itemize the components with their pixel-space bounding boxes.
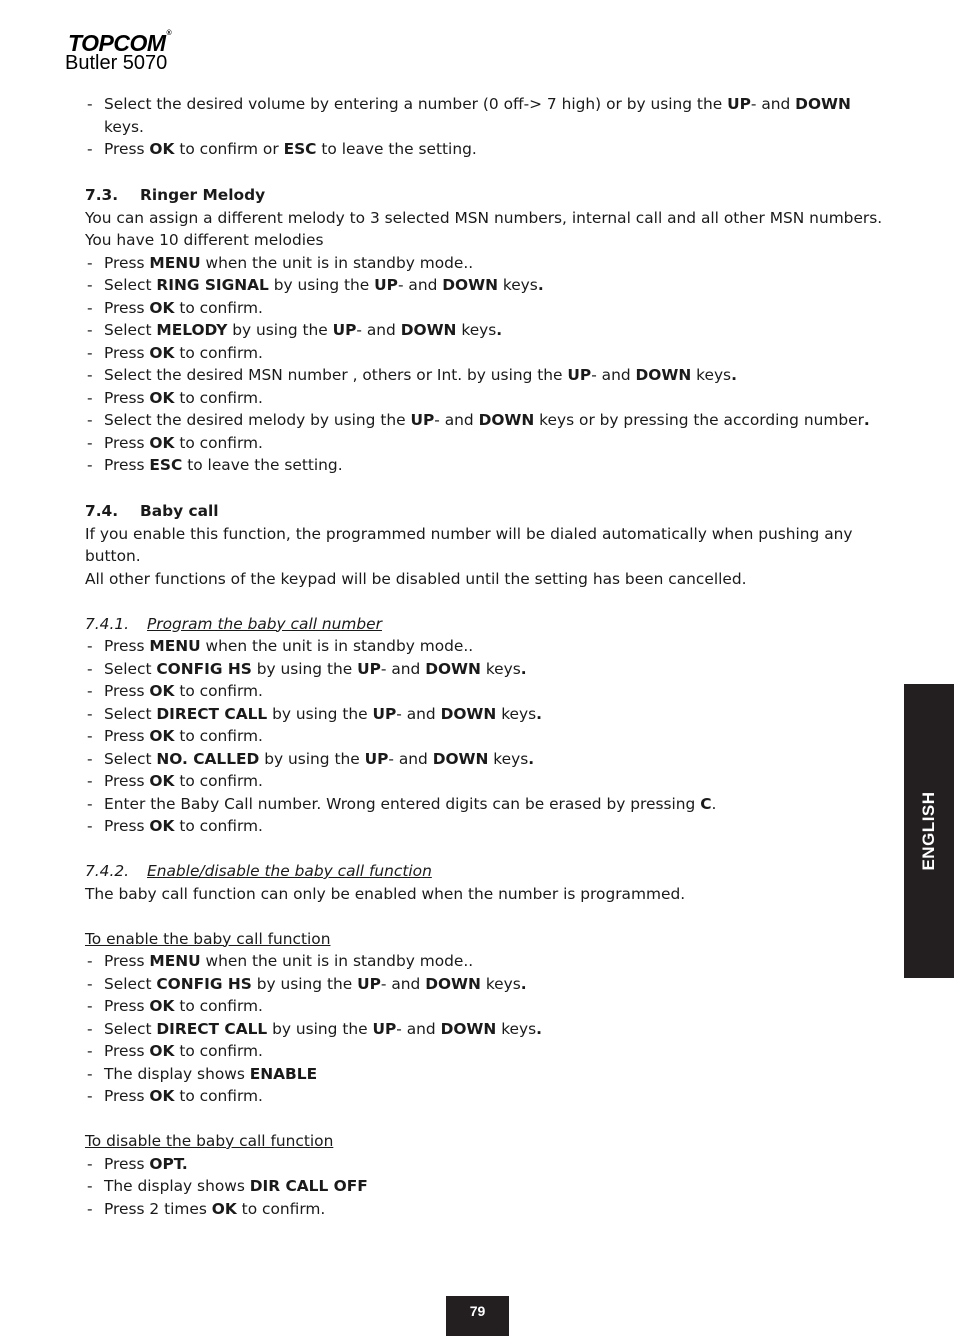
step-item: - Select CONFIG HS by using the UP- and DOWN keys. xyxy=(85,658,890,681)
step-item: - Press OK to confirm. xyxy=(85,1040,890,1063)
volume-steps xyxy=(85,93,890,161)
manual-content xyxy=(85,93,890,1220)
page-number: 79 xyxy=(446,1296,509,1336)
step-item: - Press OK to confirm. xyxy=(85,342,890,365)
paragraph: The baby call function can only be enabled when the number is programmed. xyxy=(85,884,686,903)
sub-heading-enable: To enable the baby call function xyxy=(85,929,331,948)
sub-heading-disable: To disable the baby call function xyxy=(85,1132,334,1150)
step-item: - Select the desired MSN number , others or Int. by using the UP- and DOWN keys. xyxy=(85,364,890,387)
step-item: - Press ESC to leave the setting. xyxy=(85,454,890,477)
model-name: Butler 5070 xyxy=(65,52,168,74)
step-item: - Press OK to confirm. xyxy=(85,1085,890,1108)
section-heading: 7.3. Ringer Melody xyxy=(85,186,266,204)
step-item: - Select DIRECT CALL by using the UP- and DOWN keys. xyxy=(85,703,890,726)
step-item: - Press 2 times OK to confirm. xyxy=(85,1198,890,1221)
brand-logo: TOPCOM® xyxy=(68,30,172,56)
step-item: - Press OK to confirm. xyxy=(85,770,890,793)
paragraph: You have 10 different melodies xyxy=(85,231,324,249)
step-item: - Press OPT. xyxy=(85,1153,890,1176)
step-item: - Select NO. CALLED by using the UP- and DOWN keys. xyxy=(85,748,890,771)
step-item: - Select the desired volume by entering a number (0 off-> 7 high) or by using the UP- and DOWN keys. xyxy=(85,93,890,138)
step-item: - The display shows DIR CALL OFF xyxy=(85,1175,890,1198)
ringer-steps xyxy=(85,252,890,477)
step-item: - Select CONFIG HS by using the UP- and DOWN keys. xyxy=(85,973,890,996)
step-item: - Press OK to confirm. xyxy=(85,297,890,320)
paragraph: If you enable this function, the programmed number will be dialed automatically when pushing any button. xyxy=(85,524,853,565)
paragraph: All other functions of the keypad will be disabled until the setting has been cancelled. xyxy=(85,569,747,588)
step-item: - Select MELODY by using the UP- and DOWN keys. xyxy=(85,319,890,342)
step-item: - Press MENU when the unit is in standby mode.. xyxy=(85,252,890,275)
step-item: - Press OK to confirm. xyxy=(85,432,890,455)
step-item: - Press OK to confirm. xyxy=(85,387,890,410)
step-item: - Select the desired melody by using the UP- and DOWN keys or by pressing the according number. xyxy=(85,409,890,432)
step-item: - Press MENU when the unit is in standby mode.. xyxy=(85,950,890,973)
step-item: - Press OK to confirm. xyxy=(85,680,890,703)
step-item: - Press OK to confirm. xyxy=(85,995,890,1018)
step-item: - Enter the Baby Call number. Wrong entered digits can be erased by pressing C. xyxy=(85,793,890,816)
step-item: - Select DIRECT CALL by using the UP- and DOWN keys. xyxy=(85,1018,890,1041)
subsection-heading: 7.4.2. Enable/disable the baby call function xyxy=(85,862,432,880)
step-item: - Press OK to confirm. xyxy=(85,725,890,748)
disable-steps xyxy=(85,1153,890,1221)
subsection-heading: 7.4.1. Program the baby call number xyxy=(85,614,382,633)
step-item: - Press OK to confirm. xyxy=(85,815,890,838)
step-item: - Select RING SIGNAL by using the UP- and DOWN keys. xyxy=(85,274,890,297)
step-item: - The display shows ENABLE xyxy=(85,1063,890,1086)
section-heading: 7.4. Baby call xyxy=(85,502,219,520)
enable-steps xyxy=(85,950,890,1108)
program-steps xyxy=(85,635,890,838)
step-item: - Press OK to confirm or ESC to leave the setting. xyxy=(85,138,890,161)
step-item: - Press MENU when the unit is in standby mode.. xyxy=(85,635,890,658)
paragraph: You can assign a different melody to 3 selected MSN numbers, internal call and all other MSN numbers. xyxy=(85,208,883,227)
language-tab: ENGLISH xyxy=(904,684,954,978)
